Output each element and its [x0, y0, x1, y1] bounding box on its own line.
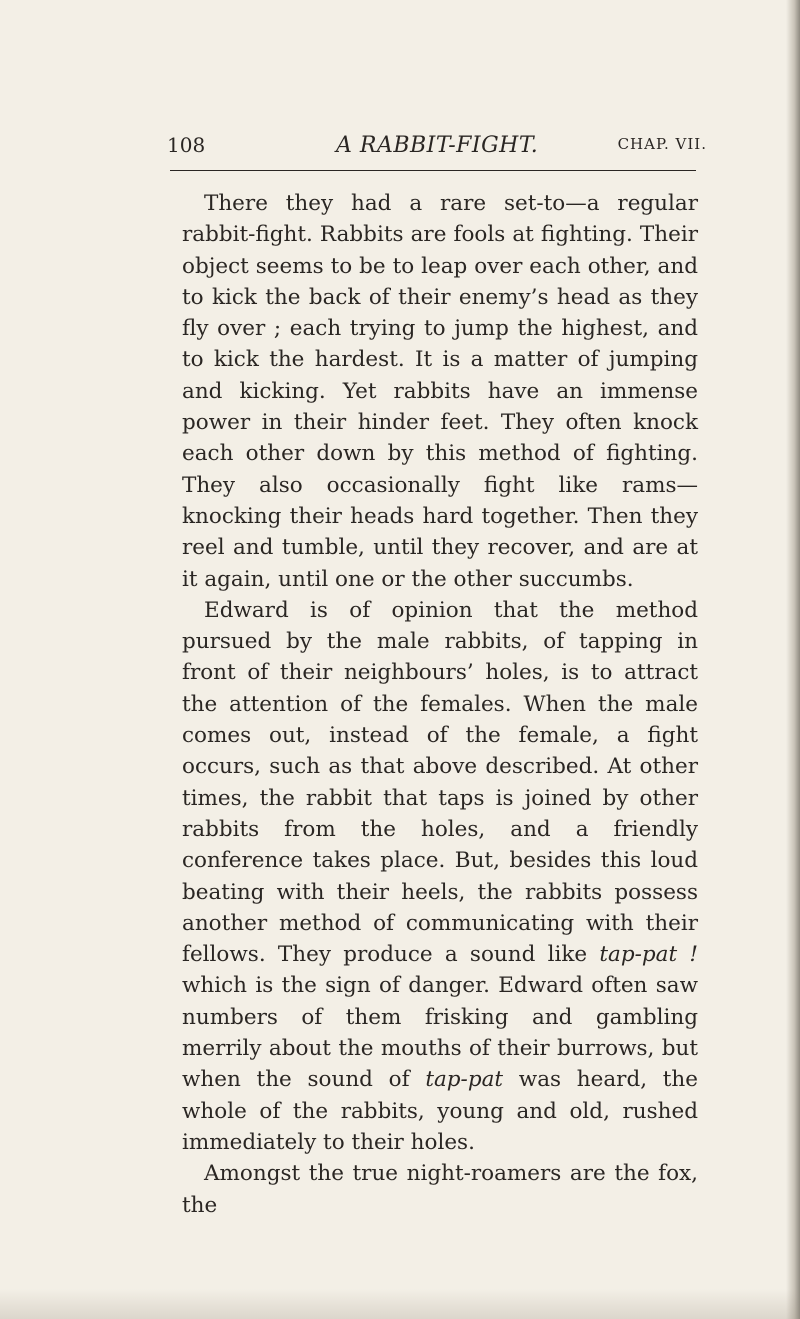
chapter-label: CHAP. VII.	[617, 135, 707, 153]
header-rule	[170, 170, 696, 171]
paragraph-2-part-b: which is the sign of danger. Edward often saw numbers of them frisking and gambling merrily about the mouths of their burrows, but when the sound of	[182, 973, 698, 1093]
paragraph-2-part-a: Edward is of opinion that the method pursued by the male rabbits, of tapping in front of their neighbours’ holes, is to attract the attention of the females. When the male comes out, instead of the female, a fight occurs, such as that above described. At other times, the rabbit that taps is joined by other rabbits from the holes, and a friendly conference takes place. But, besides this loud beating with their heels, the rabbits possess another method of communicating with their fellows. They produce a sound like	[182, 597, 698, 968]
running-title: A RABBIT-FIGHT.	[336, 133, 539, 158]
running-head	[167, 133, 707, 163]
page-number: 108	[167, 133, 206, 157]
page-bottom-shadow	[0, 1289, 800, 1319]
body-text	[182, 188, 698, 1221]
paragraph-2	[182, 595, 698, 1158]
paragraph-1: There they had a rare set-to—a regular rabbit-fight. Rabbits are fools at fighting. Their object seems to be to leap over each other, and to kick the back of their enemy’s head as they fly over ; each trying to jump the highest, and to kick the hardest. It is a matter of jumping and kicking. Yet rabbits have an immense power in their hinder feet. They often knock each other down by this method of fighting. They also occasionally fight like rams—knocking their heads hard together. Then they reel and tumble, until they recover, and are at it again, until one or the other succumbs.	[182, 191, 698, 592]
paragraph-2-part-c: was heard, the whole of the rabbits, young and old, rushed immediately to their holes.	[182, 1067, 698, 1155]
paragraph-3: Amongst the true night-roamers are the fox, the	[182, 1161, 698, 1218]
italic-tap-pat: tap-pat	[425, 1067, 504, 1093]
page-edge-shadow	[786, 0, 800, 1319]
italic-tap-pat-exclaim: tap-pat !	[599, 942, 698, 968]
